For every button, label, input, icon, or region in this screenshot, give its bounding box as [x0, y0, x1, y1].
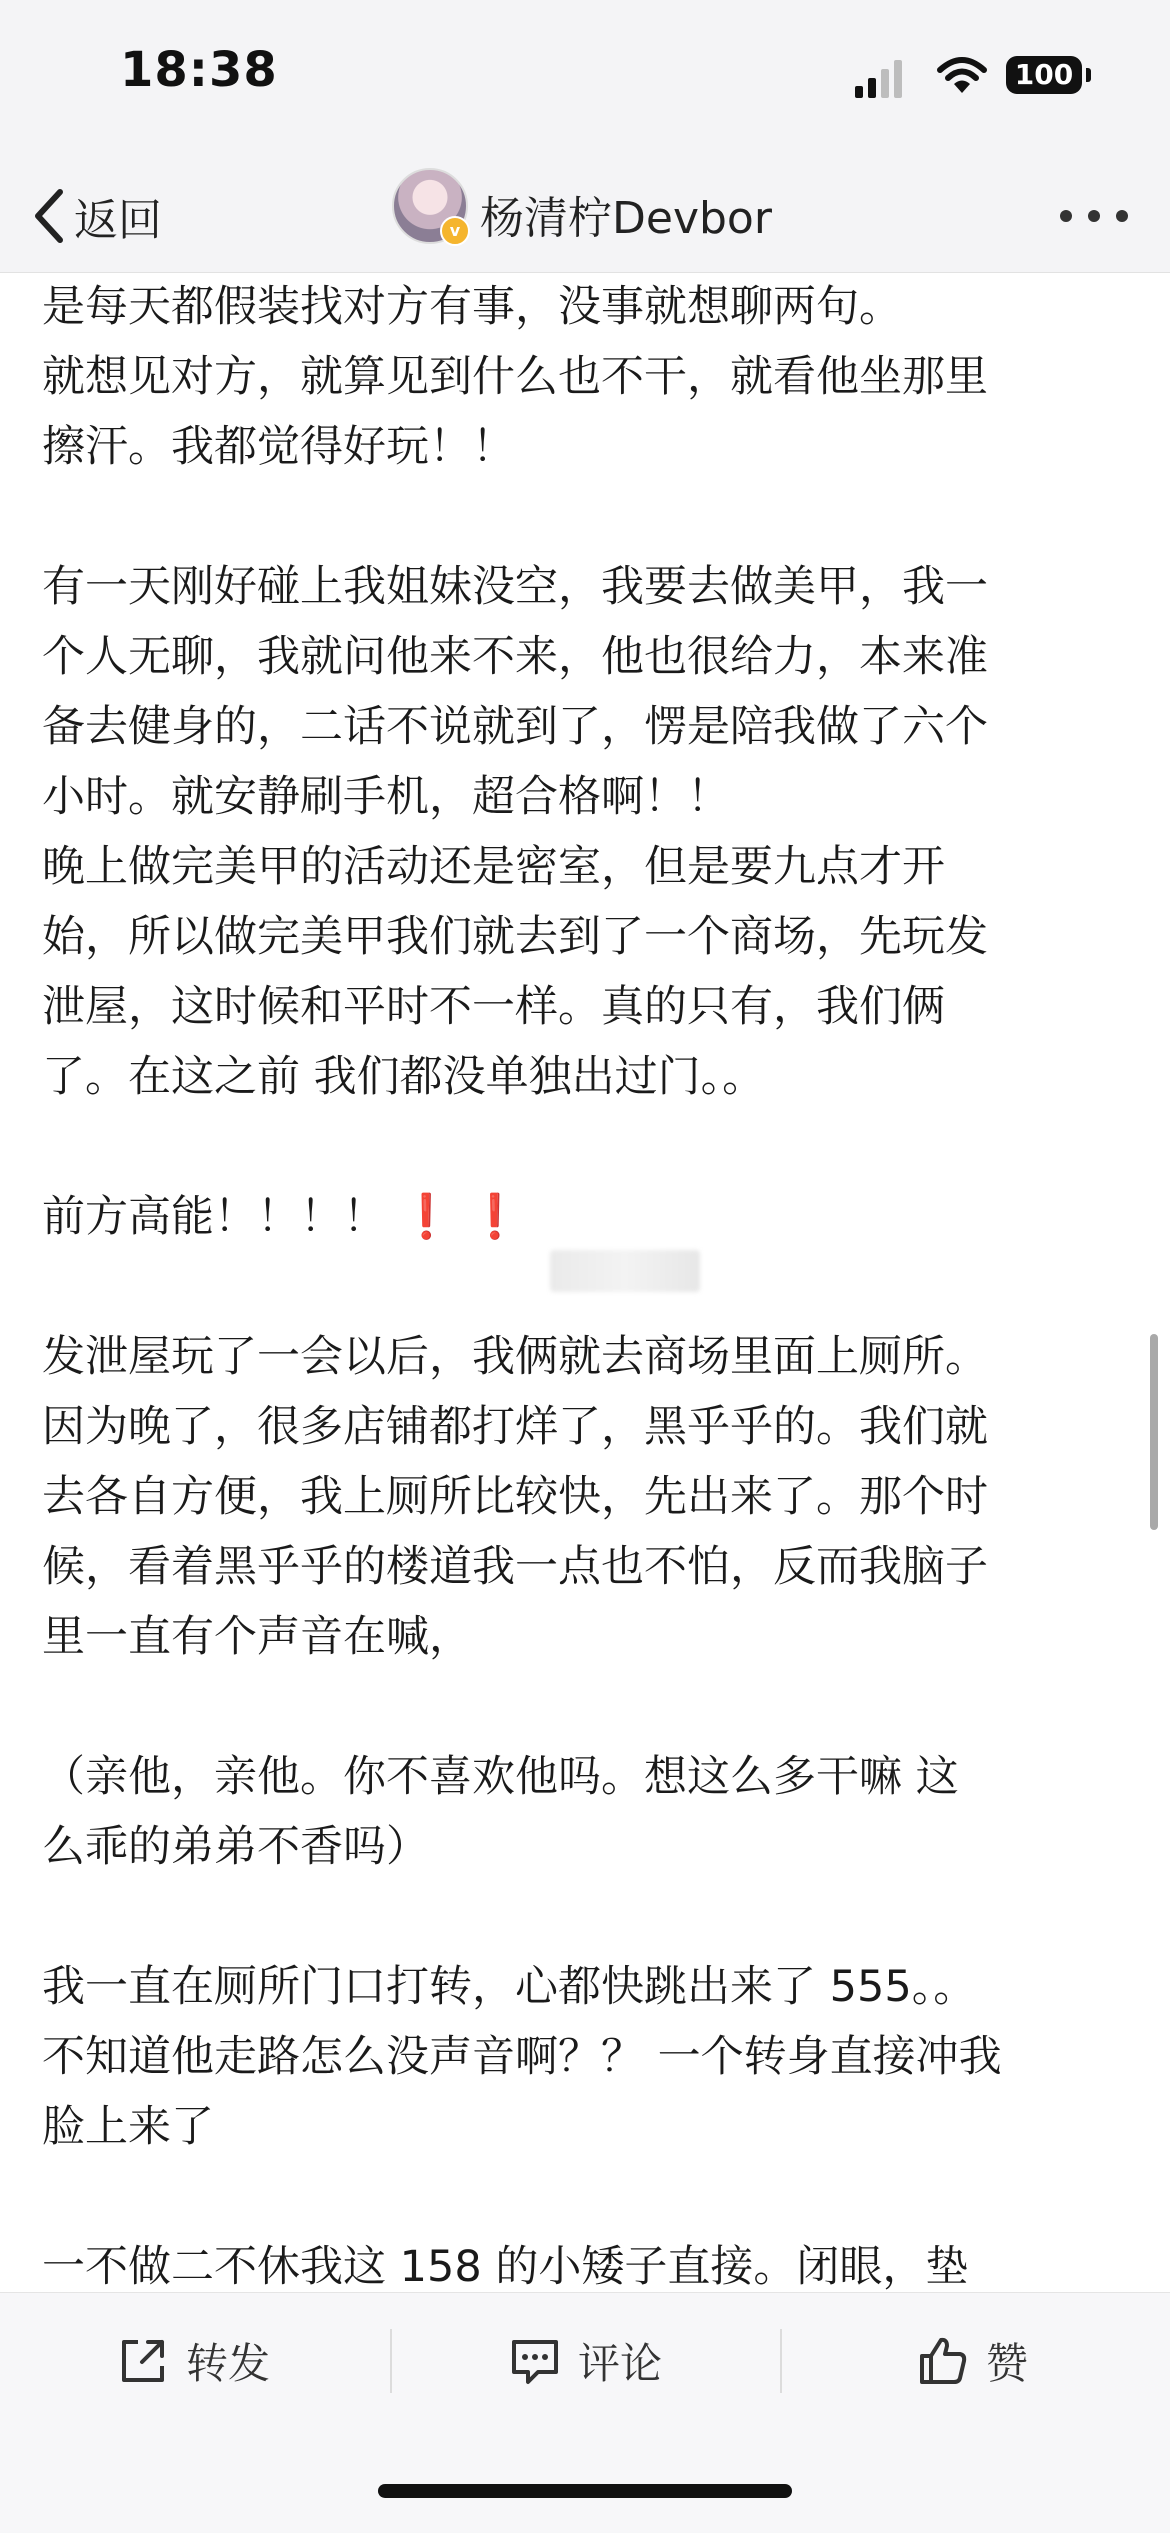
wifi-icon: [936, 56, 988, 96]
status-bar: [0, 0, 1170, 160]
scrollbar[interactable]: [1150, 1334, 1158, 1530]
back-button[interactable]: [30, 178, 162, 254]
battery-tip: [1086, 68, 1091, 82]
post-content: [42, 272, 1132, 2292]
post-paragraph: 我一直在厕所门口打转，心都快跳出来了 555。。 不知道他走路怎么没声音啊？？ 一个转身直接冲我 脸上来了: [42, 1962, 1002, 2152]
like-label: 赞: [986, 2339, 1029, 2388]
share-icon: [116, 2334, 170, 2388]
back-label: 返回: [74, 195, 162, 246]
post-paragraph: 有一天刚好碰上我姐妹没空，我要去做美甲，我一 个人无聊，我就问他来不来，他也很给力，本来准 备去健身的，二话不说就到了，愣是陪我做了六个 小时。就安静刷手机，超合格啊！！ 晚上做完美甲的活动还是密室，但是要九点才开 始，所以做完美甲我们就去到了一个商场，先玩发 泄屋，这时候和平时不一样。真的只有，我们俩 了。在这之前 我们都没单独出过门。。: [42, 562, 988, 1102]
thumbs-up-icon: [916, 2334, 970, 2388]
like-button[interactable]: [916, 2321, 1028, 2401]
home-indicator[interactable]: [378, 2484, 792, 2498]
signal-icon: [855, 58, 907, 98]
chevron-left-icon: [30, 186, 66, 246]
status-time: 18:38: [120, 42, 278, 98]
comment-icon: [508, 2334, 562, 2388]
post-paragraph: 发泄屋玩了一会以后，我俩就去商场里面上厕所。 因为晚了，很多店铺都打烊了，黑乎乎的。我们就 去各自方便，我上厕所比较快，先出来了。那个时 候，看着黑乎乎的楼道我一点也不怕，反而我脑子 里一直有个声音在喊，: [42, 1332, 988, 1662]
repost-label: 转发: [186, 2339, 271, 2388]
post-paragraph: 是每天都假装找对方有事，没事就想聊两句。 就想见对方，就算见到什么也不干，就看他坐那里 擦汗。我都觉得好玩！！: [42, 282, 988, 472]
comment-button[interactable]: [508, 2321, 662, 2401]
nav-username[interactable]: 杨清柠Devbor: [480, 193, 772, 244]
post-paragraph: 一不做二不休我这 158 的小矮子直接。闭眼，垫: [42, 2242, 969, 2292]
toolbar-divider: [780, 2329, 782, 2393]
comment-label: 评论: [578, 2339, 663, 2388]
nav-bar: [0, 160, 1170, 273]
watermark-blur: [550, 1250, 700, 1292]
exclamation-emoji: ❗ ❗: [399, 1192, 522, 1242]
toolbar-divider: [390, 2329, 392, 2393]
battery-icon: 100: [1006, 56, 1082, 94]
post-paragraph: （亲他，亲他。你不喜欢他吗。想这么多干嘛 这 么乖的弟弟不香吗）: [42, 1752, 959, 1872]
post-paragraph-highlight: 前方高能！！！！ ❗ ❗: [42, 1192, 522, 1242]
more-icon[interactable]: [1056, 196, 1132, 236]
verified-badge: v: [440, 216, 470, 246]
repost-button[interactable]: [116, 2321, 270, 2401]
